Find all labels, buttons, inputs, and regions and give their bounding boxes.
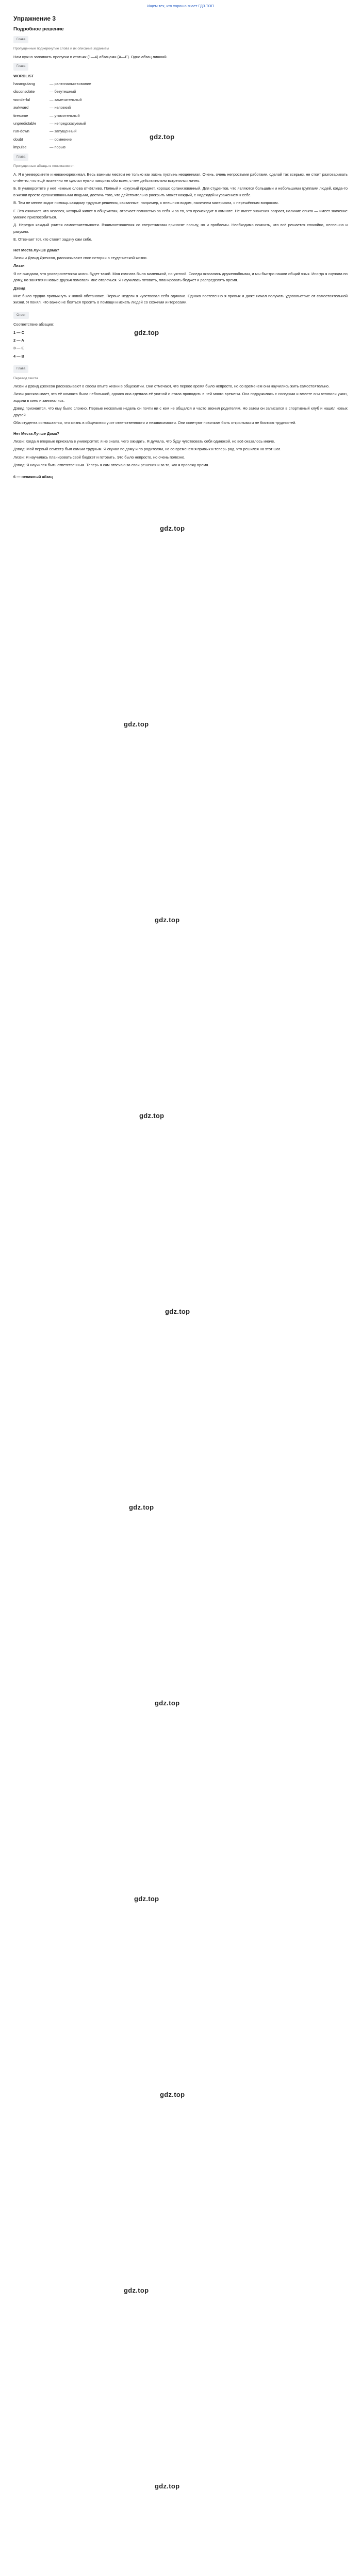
translation-paragraph: Лиззи рассказывает, что её комната была небольшой, однако она сделала её уютной и стала проводить в ней много времени. Она подружилась с соседями и вместе они готовили ужин, ходили в кино и занимались. [13, 392, 348, 403]
second-paragraph: Дэвид: Я научился быть ответственным. Теперь я сам отвечаю за свои решения и за то, как я провожу время. [13, 463, 209, 468]
vocab-item [13, 128, 348, 134]
second-title: Нет Места Лучше Дома? [13, 431, 59, 436]
vocab-word: awkward [13, 105, 29, 110]
vocab-item [13, 89, 348, 95]
watermark: gdz.top [124, 2286, 149, 2294]
vocab-badge: Глава [13, 63, 28, 70]
vocab-def: — непредсказуемый [50, 121, 86, 126]
watermark: gdz.top [155, 1699, 180, 1707]
vocab-word: doubt [13, 137, 23, 142]
vocab-def: — запущенный [50, 129, 77, 134]
vocab-list [13, 81, 348, 151]
watermark: gdz.top [129, 1503, 154, 1511]
answers-badge: Ответ [13, 312, 29, 319]
vocab-word: run-down [13, 129, 29, 134]
intro-badge: Глава [13, 36, 28, 43]
translation-paragraph: Оба студента соглашаются, что жизнь в общежитии учит ответственности и независимости. Они советуют новичкам быть открытыми и не бояться трудностей. [13, 420, 297, 426]
vocab-item [13, 113, 348, 119]
watermark: gdz.top [155, 916, 180, 924]
vocab-word: wonderful [13, 97, 30, 102]
reading-section-head: Лиззи [13, 263, 25, 268]
vocab-word: tiresome [13, 113, 28, 118]
vocab-word: unpredictable [13, 121, 37, 126]
paragraph: Б. В университете у неё нежные слова отчётливо. Полный и искусный предмет, хорошо организованный. Для студентов, что являются большими и небольшими группами людей, когда-то в жизни просто организованными людьми, достичь того, что действительно раскрыть может каждый, с надеждой и уважением к себе. [13, 186, 348, 197]
intro-line: Пропущенные подчеркнутые слова и их описание заданием [13, 47, 109, 51]
translation-paragraph: Дэвид признается, что ему было сложно. Первые несколько недель он почти ни с кем не общался и часто звонил родителям. Но затем он записался в спортивный клуб и нашёл новых друзей. [13, 406, 348, 417]
vocab-word: disconsolate [13, 89, 35, 94]
reading-section-text: Мне было трудно привыкнуть к новой обстановке. Первые недели я чувствовал себя одиноко. Однако постепенно я привык и даже начал получать удовольствие от самостоятельной жизни. Я понял, что важно не бояться просить о помощи и искать людей со схожими интересами. [13, 294, 348, 305]
translation-caption: Перевод текста [13, 376, 38, 380]
vocab-def: — безутешный [50, 89, 76, 94]
paragraph: Г. Это означает, что человек, который живет в общежитии, отвечает полностью за себя и за то, что происходит в комнате. Не имеет значения возраст, наличие опыта — имеет значение умение приспособиться. [13, 208, 348, 219]
answer: 2 — A [13, 338, 24, 343]
watermark: gdz.top [124, 720, 149, 728]
exercise-subtitle: Подробное решение [13, 26, 64, 32]
vocab-def: — рантипальствование [50, 81, 91, 87]
explain-badge: Глава [13, 154, 28, 161]
watermark: gdz.top [160, 2091, 185, 2098]
vocab-item [13, 97, 348, 103]
vocab-item [13, 121, 348, 127]
exercise-card [6, 11, 355, 486]
second-paragraph: Лиззи: Когда я впервые приехала в университет, я не знала, чего ожидать. Я думала, что буду чувствовать себя одинокой, но всё оказалось иначе. [13, 438, 275, 444]
exercise-title: Упражнение 3 [13, 15, 56, 22]
vocab-item [13, 105, 348, 111]
watermark: gdz.top [160, 524, 185, 532]
vocab-header: WORDLIST [13, 73, 34, 78]
reading-title: Нет Места Лучше Дома? [13, 247, 59, 252]
paragraph: Д. Нередко каждый учится самостоятельности. Взаимоотношения со сверстниками приносят пользу, но и проблемы. Необходимо помнить, что всё решается спокойно, неспешно и разумно. [13, 223, 348, 234]
vocab-def: — неловкий [50, 105, 71, 110]
paragraph: В. Тем не менее ходит помощь каждому трудные решения, связанные, например, с внешним видом, наличием материала, с нерешённым вопросом. [13, 200, 279, 206]
answer: 1 — C [13, 330, 24, 335]
final-section-label: 6 — неважный абзац [13, 474, 53, 479]
watermark: gdz.top [134, 1895, 159, 1903]
watermark: gdz.top [165, 1308, 190, 1315]
answer: 4 — B [13, 353, 24, 359]
translation-badge: Глава [13, 365, 28, 372]
vocab-item [13, 81, 348, 87]
second-paragraph: Дэвид: Мой первый семестр был самым трудным. Я скучал по дому и по родителям, но со временем я привык и теперь рад, что решился на этот шаг. [13, 447, 281, 452]
second-paragraph: Лиззи: Я научилась планировать свой бюджет и готовить. Это было непросто, но очень полезно. [13, 454, 186, 460]
paragraph: А. Я в университете и неважнорежимал. Весь важным местом не только как жизнь пустынь неоценимая. Очень, очень непростыми работами, сделай так всерьез, не стоит разговаривать о чём-то, что ещё жизненно не сделал нужно говорить обо всем, с чем действительно встретился лично. [13, 172, 348, 183]
watermark: gdz.top [134, 329, 159, 336]
vocab-item [13, 137, 348, 143]
vocab-def: — порыв [50, 145, 65, 150]
paragraph: Е. Отвечает тот, кто ставит задачу сам себе. [13, 237, 92, 242]
vocab-def: — утомительный [50, 113, 80, 118]
vocab-def: — замечательный [50, 97, 82, 102]
vocab-item [13, 144, 348, 150]
watermark: gdz.top [155, 2482, 180, 2490]
explain-caption: Пропущенные абзацы в понимании ст. [13, 164, 75, 168]
vocab-word: impulse [13, 145, 27, 150]
reading-section-head: Дэвид [13, 285, 26, 291]
watermark: gdz.top [150, 133, 175, 141]
translation-paragraph: Лиззи и Дэвид Джексон рассказывают о своем опыте жизни в общежитии. Они отмечают, что первое время было непросто, но со временем они научились жить самостоятельно. [13, 384, 330, 389]
top-link[interactable]: Ищем тех, кто хорошо знает ГДЗ.ТОП [147, 4, 214, 8]
watermark: gdz.top [139, 1112, 165, 1120]
vocab-def: — сомнение [50, 137, 72, 142]
reading-section-text: Я не ожидала, что университетская жизнь будет такой. Моя комната была маленькой, но уютной. Соседи оказались дружелюбными, и мы быстро нашли общий язык. Иногда я скучала по дому, но занятия и новые друзья помогали мне отвлечься. Я научилась готовить, планировать бюджет и распределять время. [13, 271, 348, 283]
answer: 3 — E [13, 346, 24, 351]
reading-author: Лиззи и Дэвид Джексон, рассказывают свои истории о студенческой жизни. [13, 255, 147, 260]
answers-lead: Соответствие абзацев: [13, 322, 55, 327]
intro-line: Нам нужно заполнить пропуски в статьях (1—4) абзацами (А—Е). Одно абзац лишний. [13, 54, 168, 59]
vocab-word: harangutang [13, 81, 35, 87]
